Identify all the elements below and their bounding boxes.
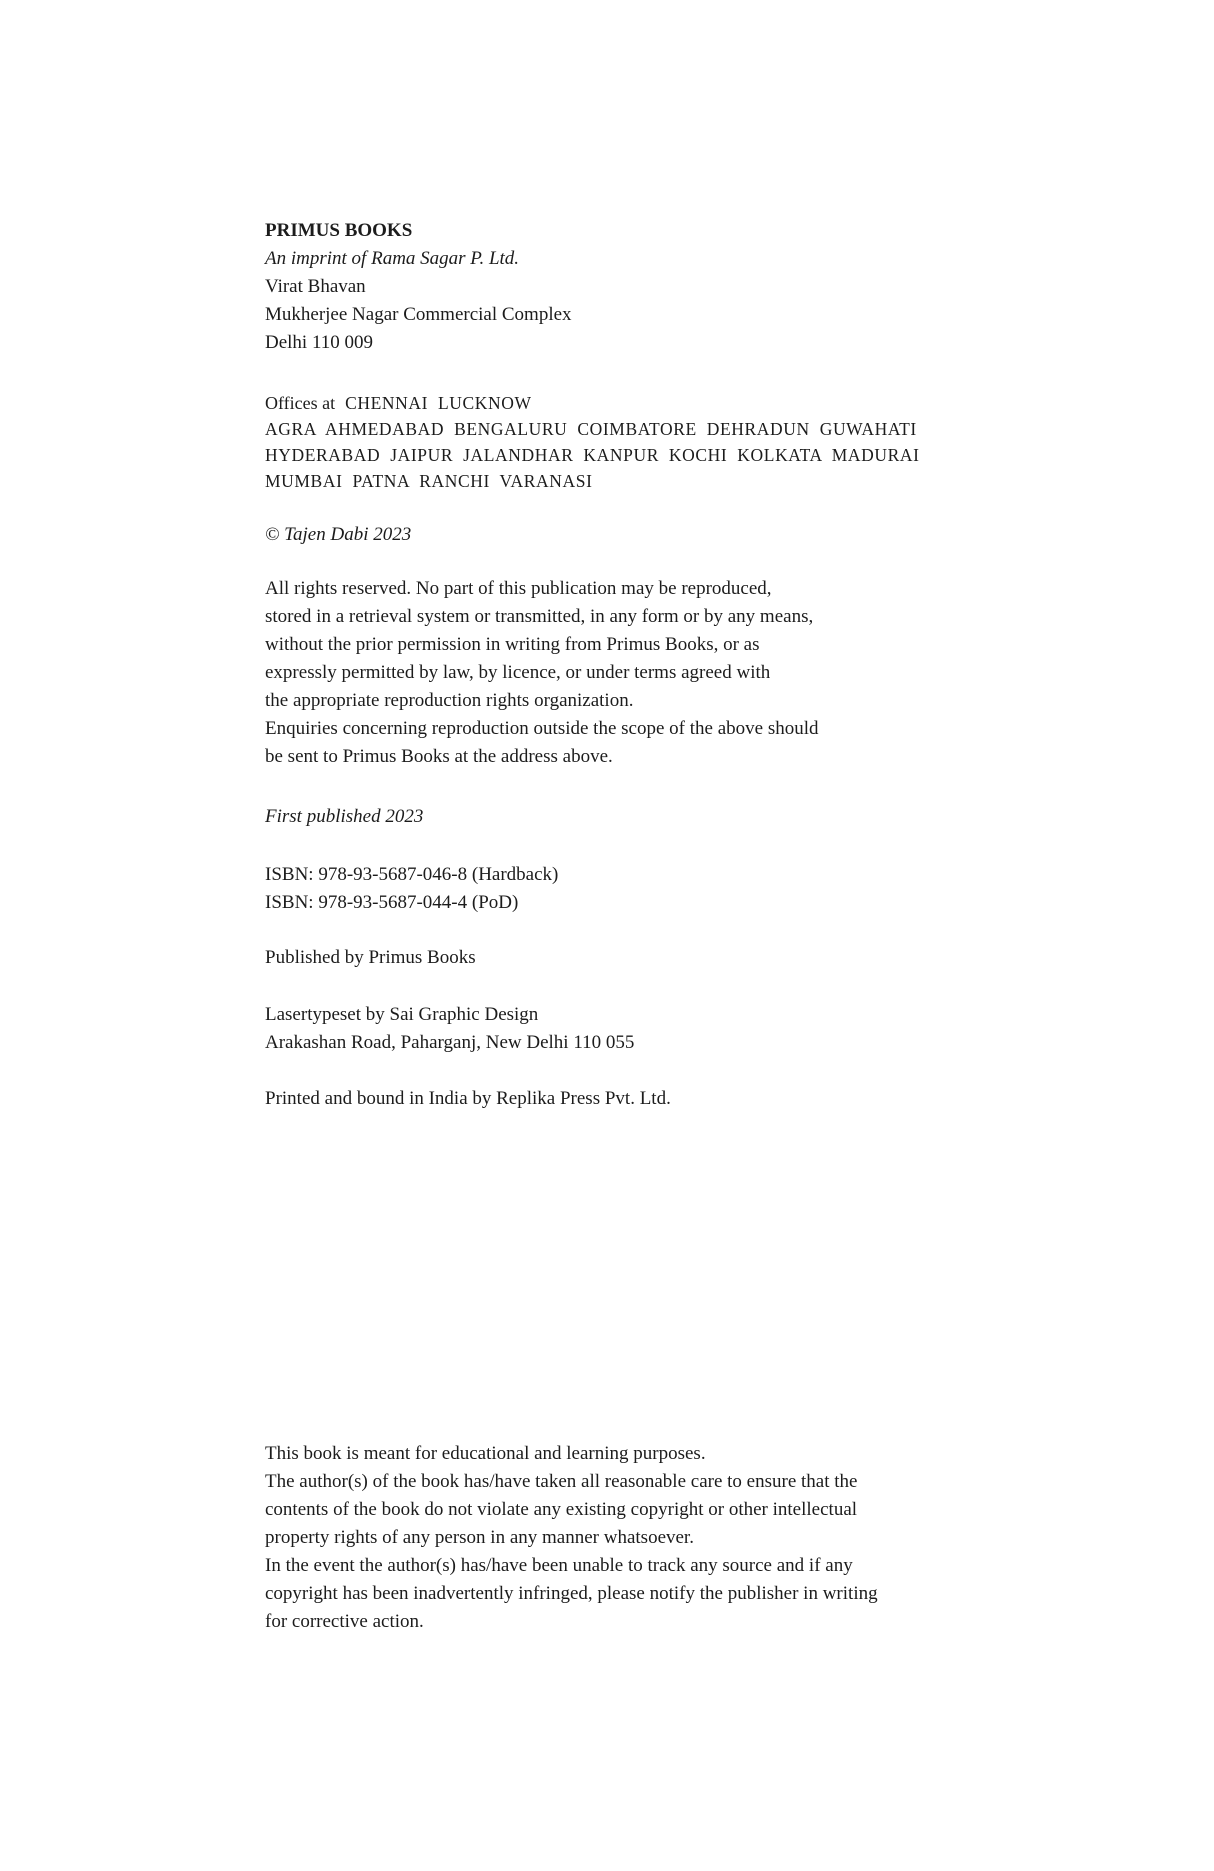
offices-block: [265, 390, 920, 494]
rights-line: expressly permitted by law, by licence, or under terms agreed with: [265, 662, 771, 683]
published-by-text: Published by Primus Books: [265, 947, 476, 968]
published-by: [265, 944, 476, 972]
disclaimer-line: property rights of any person in any manner whatsoever.: [265, 1527, 694, 1548]
offices-prefix: Offices at: [265, 393, 336, 413]
publisher-imprint: An imprint of Rama Sagar P. Ltd.: [265, 248, 520, 269]
isbn-line: ISBN: 978-93-5687-046-8 (Hardback): [265, 864, 559, 885]
first-published-text: First published 2023: [265, 806, 424, 827]
rights-line: stored in a retrieval system or transmitted, in any form or by any means,: [265, 606, 814, 627]
rights-line: All rights reserved. No part of this publication may be reproduced,: [265, 578, 772, 599]
publisher-block: [265, 217, 572, 357]
disclaimer-line: copyright has been inadvertently infringed, please notify the publisher in writing: [265, 1583, 878, 1604]
rights-line: Enquiries concerning reproduction outside the scope of the above should: [265, 718, 819, 739]
disclaimer-line: In the event the author(s) has/have been unable to track any source and if any: [265, 1555, 853, 1576]
address-line: Delhi 110 009: [265, 332, 374, 353]
isbn-line: ISBN: 978-93-5687-044-4 (PoD): [265, 892, 519, 913]
typeset-line: Arakashan Road, Paharganj, New Delhi 110 055: [265, 1032, 635, 1053]
isbn-block: [265, 861, 558, 917]
typeset-line: Lasertypeset by Sai Graphic Design: [265, 1004, 539, 1025]
printed-text: Printed and bound in India by Replika Press Pvt. Ltd.: [265, 1088, 671, 1109]
copyright-notice: [265, 521, 411, 549]
disclaimer-line: contents of the book do not violate any existing copyright or other intellectual: [265, 1499, 858, 1520]
address-line: Mukherjee Nagar Commercial Complex: [265, 304, 572, 325]
offices-line: AGRA AHMEDABAD BENGALURU COIMBATORE DEHRADUN GUWAHATI: [265, 419, 917, 439]
publisher-name: PRIMUS BOOKS: [265, 220, 413, 241]
rights-line: the appropriate reproduction rights organization.: [265, 690, 634, 711]
disclaimer-block: [265, 1440, 878, 1636]
offices-line: HYDERABAD JAIPUR JALANDHAR KANPUR KOCHI KOLKATA MADURAI: [265, 445, 920, 465]
rights-line: be sent to Primus Books at the address above.: [265, 746, 613, 767]
disclaimer-line: The author(s) of the book has/have taken all reasonable care to ensure that the: [265, 1471, 858, 1492]
typeset-block: [265, 1001, 634, 1057]
rights-block: [265, 575, 819, 771]
copyright-text: © Tajen Dabi 2023: [265, 524, 412, 545]
disclaimer-line: for corrective action.: [265, 1611, 424, 1632]
rights-line: without the prior permission in writing from Primus Books, or as: [265, 634, 760, 655]
offices-line: MUMBAI PATNA RANCHI VARANASI: [265, 471, 593, 491]
disclaimer-line: This book is meant for educational and learning purposes.: [265, 1443, 706, 1464]
offices-primary: CHENNAI LUCKNOW: [345, 393, 532, 413]
first-published: [265, 803, 423, 831]
address-line: Virat Bhavan: [265, 276, 366, 297]
printed-by: [265, 1085, 671, 1113]
